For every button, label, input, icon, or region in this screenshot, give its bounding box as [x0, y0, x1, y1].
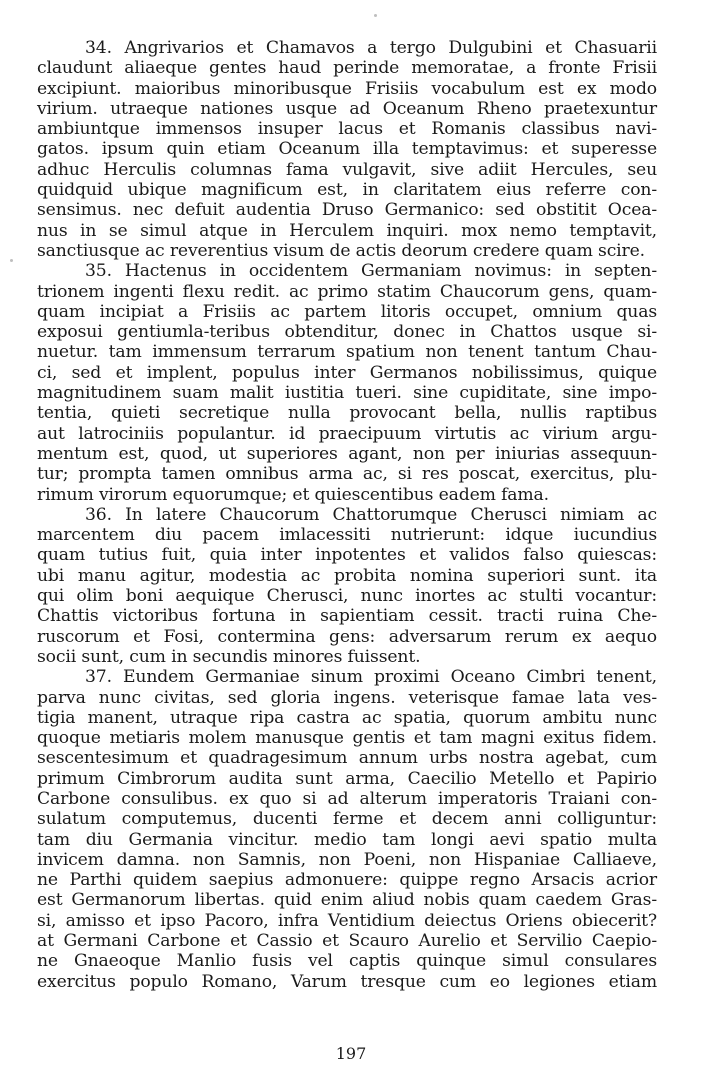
- text-line: sescentesimum et quadragesimum annum urbs nostra agebat, cum: [37, 748, 657, 769]
- text-line: parva nunc civitas, sed gloria ingens. veterisque famae lata ves-: [37, 687, 657, 708]
- text-line: est Germanorum libertas. quid enim aliud nobis quam caedem Gras-: [37, 890, 657, 911]
- text-line: invicem damna. non Samnis, non Poeni, non Hispaniae Calliaeve,: [37, 849, 657, 870]
- text-line: adhuc Herculis columnas fama vulgavit, sive adiit Hercules, seu: [37, 159, 657, 180]
- paragraph-first-line: 34. Angrivarios et Chamavos a tergo Dulgubini et Chasuarii: [85, 38, 657, 58]
- text-line: ambiuntque immensos insuper lacus et Romanis classibus navi-: [37, 119, 657, 140]
- text-line: mentum est, quod, ut superiores agant, non per iniurias assequun-: [37, 443, 657, 464]
- text-line: qui olim boni aequique Cherusci, nunc inortes ac stulti vocantur:: [37, 586, 657, 607]
- page-number: 197: [335, 1044, 367, 1063]
- text-line: trionem ingenti flexu redit. ac primo statim Chaucorum gens, quam-: [37, 281, 657, 302]
- text-line: tam diu Germania vincitur. medio tam longi aevi spatio multa: [37, 829, 657, 850]
- text-line: exposui gentiumla-teribus obtenditur, donec in Chattos usque si-: [37, 322, 657, 343]
- text-line: quam tutius fuit, quia inter inpotentes et validos falso quiescas:: [37, 545, 657, 566]
- text-line: ne Parthi quidem saepius admonuere: quippe regno Arsacis acrior: [37, 870, 657, 891]
- text-line: magnitudinem suam malit iustitia tueri. sine cupiditate, sine impo-: [37, 383, 657, 404]
- text-line: rimum virorum equorumque; et quiescentibus eadem fama.: [37, 484, 549, 505]
- text-line: tigia manent, utraque ripa castra ac spatia, quorum ambitu nunc: [37, 707, 657, 728]
- text-line: ubi manu agitur, modestia ac probita nomina superiori sunt. ita: [37, 565, 657, 586]
- text-line: nuetur. tam immensum terrarum spatium non tenent tantum Chau-: [37, 342, 657, 363]
- print-speck: [374, 14, 377, 17]
- text-line: quidquid ubique magnificum est, in claritatem eius referre con-: [37, 180, 657, 201]
- paragraph-first-line: 37. Eundem Germaniae sinum proximi Oceano Cimbri tenent,: [85, 667, 657, 688]
- paragraph-first-line: 35. Hactenus in occidentem Germaniam novimus: in septen-: [85, 261, 657, 282]
- text-line: ruscorum et Fosi, contermina gens: adversarum rerum ex aequo: [37, 626, 657, 647]
- text-line: ci, sed et implent, populus inter Germanos nobilissimus, quique: [37, 362, 657, 383]
- text-line: sensimus. nec defuit audentia Druso Germanico: sed obstitit Ocea-: [37, 200, 657, 221]
- text-line: marcentem diu pacem imlacessiti nutrierunt: idque iucundius: [37, 525, 657, 546]
- text-line: excipiunt. maioribus minoribusque Frisiis vocabulum est ex modo: [37, 78, 657, 99]
- text-line: aut latrociniis populantur. id praecipuum virtutis ac virium argu-: [37, 423, 657, 444]
- text-line: Carbone consulibus. ex quo si ad alterum imperatoris Traiani con-: [37, 788, 657, 809]
- text-line: Chattis victoribus fortuna in sapientiam cessit. tracti ruina Che-: [37, 606, 657, 627]
- text-line: gatos. ipsum quin etiam Oceanum illa temptavimus: et superesse: [37, 139, 657, 160]
- text-line: ne Gnaeoque Manlio fusis vel captis quinque simul consulares: [37, 951, 657, 972]
- text-line: virium. utraeque nationes usque ad Oceanum Rheno praetexuntur: [37, 98, 657, 119]
- text-line: nus in se simul atque in Herculem inquiri. mox nemo temptavit,: [37, 220, 657, 241]
- text-line: primum Cimbrorum audita sunt arma, Caecilio Metello et Papirio: [37, 768, 657, 789]
- text-line: sanctiusque ac reverentius visum de actis deorum credere quam scire.: [37, 240, 645, 261]
- text-line: at Germani Carbone et Cassio et Scauro Aurelio et Servilio Caepio-: [37, 931, 657, 952]
- text-line: tur; prompta tamen omnibus arma ac, si res poscat, exercitus, plu-: [37, 464, 657, 485]
- text-line: claudunt aliaeque gentes haud perinde memoratae, a fronte Frisii: [37, 58, 657, 79]
- text-line: quoque metiaris molem manusque gentis et tam magni exitus fidem.: [37, 728, 657, 749]
- text-line: si, amisso et ipso Pacoro, infra Ventidium deiectus Oriens obiecerit?: [37, 910, 657, 931]
- text-line: socii sunt, cum in secundis minores fuissent.: [37, 646, 421, 667]
- text-line: exercitus populo Romano, Varum tresque cum eo legiones etiam: [37, 971, 657, 992]
- print-speck: [10, 259, 13, 262]
- text-line: tentia, quieti secretique nulla provocant bella, nullis raptibus: [37, 403, 657, 424]
- body-text: [37, 38, 657, 992]
- paragraph-first-line: 36. In latere Chaucorum Chattorumque Cherusci nimiam ac: [85, 504, 657, 525]
- text-line: sulatum computemus, ducenti ferme et decem anni colliguntur:: [37, 809, 657, 830]
- text-line: quam incipiat a Frisiis ac partem litoris occupet, omnium quas: [37, 301, 657, 322]
